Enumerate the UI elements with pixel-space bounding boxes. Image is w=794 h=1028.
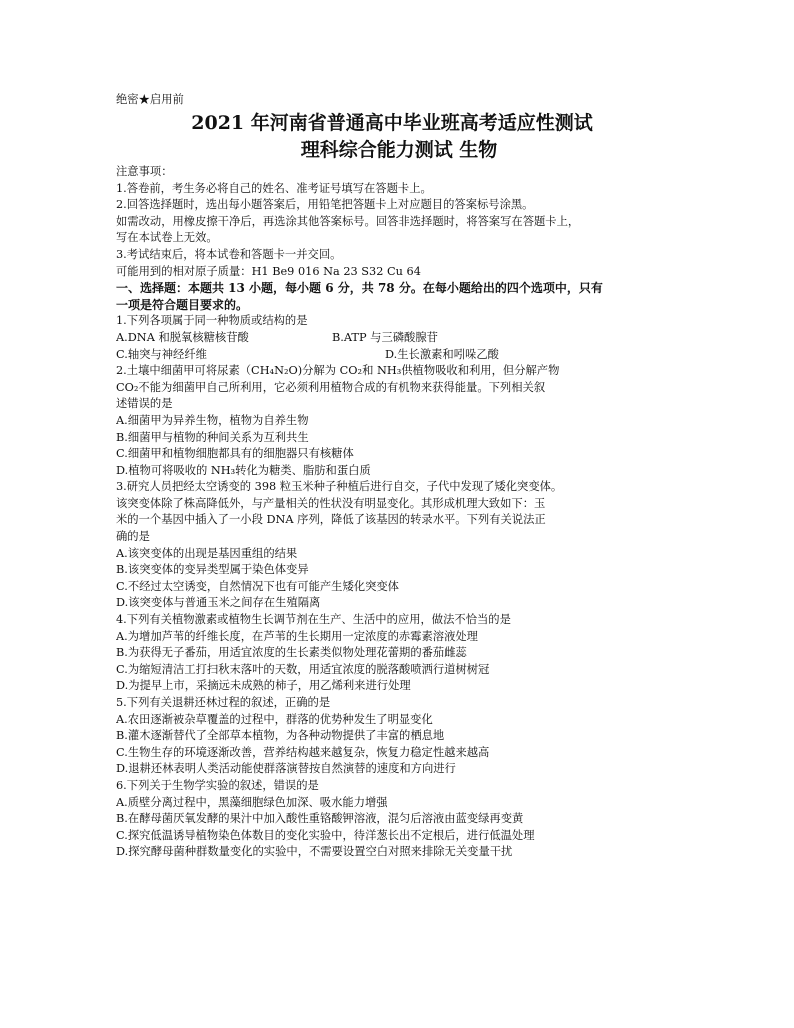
question-stem: 2.土壤中细菌甲可将尿素（CH₄N₂O)分解为 CO₂和 NH₃供植物吸收和利用，但分解产物 <box>116 364 560 378</box>
option-c: C.轴突与神经纤维 <box>116 347 207 361</box>
question-stem: 1.下列各项属于同一种物质或结构的是 <box>116 314 308 328</box>
option-a: A.质壁分离过程中，黑藻细胞绿色加深、吸水能力增强 <box>116 795 388 809</box>
option-a: A.DNA 和脱氧核糖核苷酸 <box>116 330 249 344</box>
secret-tag: 绝密★启用前 <box>116 93 184 106</box>
option-c: C.细菌甲和植物细胞都具有的细胞器只有核糖体 <box>116 447 354 461</box>
option-b: B.在酵母菌厌氧发酵的果汁中加入酸性重铬酸钾溶液，混匀后溶液由蓝变绿再变黄 <box>116 812 524 826</box>
option-d: D.退耕还林表明人类活动能使群落演替按自然演替的速度和方向进行 <box>116 762 456 776</box>
option-b: B.细菌甲与植物的种间关系为互利共生 <box>116 430 309 444</box>
note-item: 2.回答选择题时，选出每小题答案后，用铅笔把答题卡上对应题目的答案标号涂黑。 <box>116 198 534 212</box>
option-d: D.探究酵母菌种群数量变化的实验中，不需要设置空白对照来排除无关变量干扰 <box>116 845 513 859</box>
question-stem: 确的是 <box>116 530 150 544</box>
notes-heading: 注意事项： <box>116 165 173 178</box>
section-heading: 一、选择题：本题共 13 小题，每小题 6 分，共 78 分。在每小题给出的四个选项中，只有 <box>116 281 603 296</box>
option-a: A.细菌甲为异养生物，植物为自养生物 <box>116 413 309 427</box>
exam-page <box>116 92 682 861</box>
question-stem: 述错误的是 <box>116 397 173 411</box>
option-d: D.生长激素和吲哚乙酸 <box>385 347 499 361</box>
exam-title: 2021 年河南省普通高中毕业班高考适应性测试 <box>191 112 593 134</box>
question-stem: CO₂不能为细菌甲自己所利用，它必须利用植物合成的有机物来获得能量。下列相关叙 <box>116 380 546 394</box>
option-c: C.为缩短清洁工打扫秋末落叶的天数，用适宜浓度的脱落酸喷洒行道树树冠 <box>116 662 490 676</box>
option-d: D.该突变体与普通玉米之间存在生殖隔离 <box>116 596 321 610</box>
option-d: D.为提早上市，采摘远未成熟的柿子，用乙烯利来进行处理 <box>116 679 411 693</box>
option-b: B.ATP 与三磷酸腺苷 <box>332 330 438 344</box>
option-b: B.灌木逐渐替代了全部草本植物，为各种动物提供了丰富的栖息地 <box>116 729 445 743</box>
question-stem: 该突变体除了株高降低外，与产量相关的性状没有明显变化。其形成机理大致如下：玉 <box>116 496 546 510</box>
option-a: A.为增加芦苇的纤维长度，在芦苇的生长期用一定浓度的赤霉素溶液处理 <box>116 629 478 643</box>
note-item: 写在本试卷上无效。 <box>116 231 218 245</box>
option-b: B.为获得无子番茄，用适宜浓度的生长素类似物处理花蕾期的番茄雌蕊 <box>116 646 467 660</box>
exam-subtitle: 理科综合能力测试 生物 <box>300 139 498 161</box>
note-item: 如需改动，用橡皮擦干净后，再选涂其他答案标号。回答非选择题时，将答案写在答题卡上， <box>116 214 580 228</box>
note-item: 1.答卷前，考生务必将自己的姓名、准考证号填写在答题卡上。 <box>116 181 432 195</box>
option-c: C.不经过太空诱变，自然情况下也有可能产生矮化突变体 <box>116 579 399 593</box>
atomic-masses: 可能用到的相对原子质量：H1 Be9 016 Na 23 S32 Cu 64 <box>116 264 421 278</box>
option-a: A.该突变体的出现是基因重组的结果 <box>116 546 298 560</box>
question-stem: 3.研究人员把经太空诱变的 398 粒玉米种子种植后进行自交，子代中发现了矮化突变体。 <box>116 480 563 494</box>
option-a: A.农田逐渐被杂草覆盖的过程中，群落的优势种发生了明显变化 <box>116 712 433 726</box>
option-row <box>116 347 682 364</box>
option-row <box>116 330 682 347</box>
section-heading: 一项是符合题目要求的。 <box>116 297 249 312</box>
note-item: 3.考试结束后，将本试卷和答题卡一并交回。 <box>116 247 342 261</box>
option-c: C.生物生存的环境逐渐改善，营养结构越来越复杂，恢复力稳定性越来越高 <box>116 745 490 759</box>
option-b: B.该突变体的变异类型属于染色体变异 <box>116 563 309 577</box>
question-stem: 6.下列关于生物学实验的叙述，错误的是 <box>116 778 319 792</box>
question-stem: 5.下列有关退耕还林过程的叙述，正确的是 <box>116 696 331 709</box>
option-c: C.探究低温诱导植物染色体数目的变化实验中，待洋葱长出不定根后，进行低温处理 <box>116 828 535 842</box>
option-d: D.植物可将吸收的 NH₃转化为糖类、脂肪和蛋白质 <box>116 463 371 477</box>
question-stem: 米的一个基因中插入了一小段 DNA 序列，降低了该基因的转录水平。下列有关说法正 <box>116 513 546 527</box>
question-stem: 4.下列有关植物激素或植物生长调节剂在生产、生活中的应用，做法不恰当的是 <box>116 613 511 627</box>
